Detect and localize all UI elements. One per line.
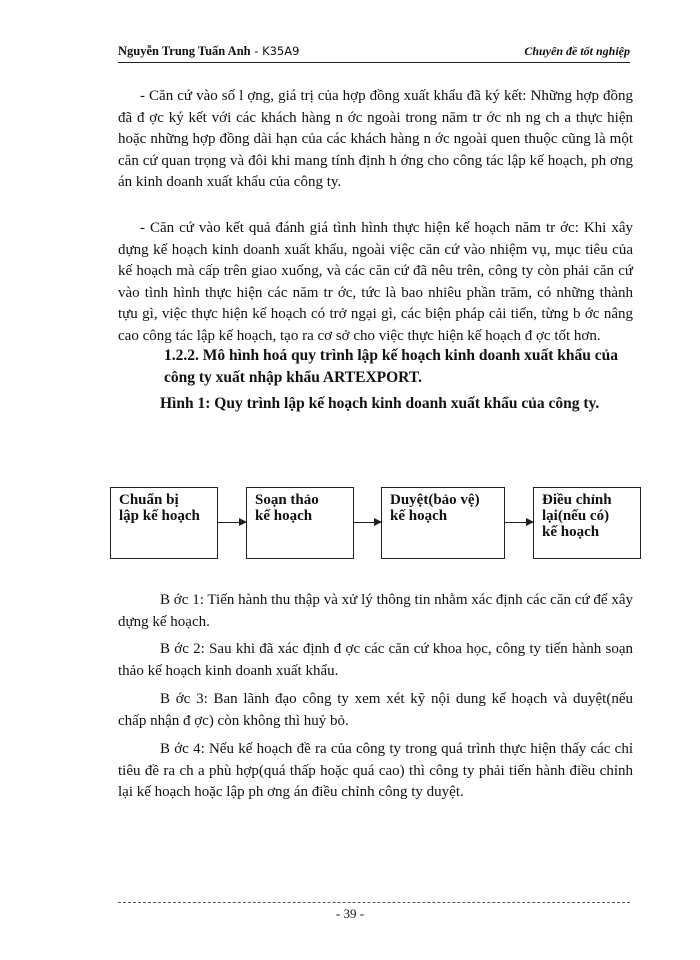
flow-step-approve — [381, 487, 505, 559]
arrow-right-icon — [505, 522, 533, 523]
flow-step-line: lập kế hoạch — [119, 508, 200, 524]
footer-divider — [118, 902, 630, 903]
paragraph-contract-basis: - Căn cứ vào số l ợng, giá trị của hợp đồng xuất khẩu đã ký kết: Những hợp đồng đã đ ợc ký kết với các khách hàng n ớc ngoài trong năm tr ớc nh ng ch a thực hiện hoặc những hợp đồng dài hạn của các khách hàng n ớc ngoài quen thuộc cũng là một căn cứ quan trọng và đôi khi mang tính định h ớng cho công tác lập kế hoạch, ph ơng án kinh doanh xuất khẩu của công ty. — [118, 88, 633, 190]
flow-step-line: kế hoạch — [390, 508, 448, 524]
paragraph-prior-results: - Căn cứ vào kết quả đánh giá tình hình thực hiện kế hoạch năm tr ớc: Khi xây dựng kế hoạch kinh doanh xuất khẩu, ngoài việc căn cứ vào nhiệm vụ, mục tiêu của kế hoạch mà cấp trên giao xuống, và các căn cứ đã nêu trên, công ty còn phải căn cứ vào tình hình thực hiện các năm tr ớc, tức là bao nhiêu phần trăm, có những thành tựu gì, việc thực hiện kế hoạch có trở ngại gì, các biện pháp cải tiến, từng b ớc nâng cao công tác lập kế hoạch, tạo ra cơ sở cho việc thực hiện kế hoạch đ ợc tốt hơn. — [118, 220, 633, 344]
header-class: - K35A9 — [250, 44, 300, 58]
step-2-text: B ớc 2: Sau khi đã xác định đ ợc các căn cứ khoa học, công ty tiến hành soạn thảo kế hoạch kinh doanh xuất khẩu. — [118, 641, 633, 679]
header-doc-type: Chuyên đề tốt nghiệp — [524, 44, 630, 58]
header-author: Nguyễn Trung Tuấn Anh — [118, 44, 251, 58]
flow-step-line: Duyệt(bảo vệ) — [390, 492, 480, 508]
flow-step-line: kế hoạch — [255, 508, 313, 524]
flow-step-draft — [246, 487, 354, 559]
header-author-block — [118, 44, 299, 59]
step-4-text: B ớc 4: Nếu kế hoạch đề ra của công ty trong quá trình thực hiện thấy các chỉ tiêu đề ra ch a phù hợp(quá thấp hoặc quá cao) thì công ty phải tiến hành điều chỉnh lại kế hoạch hoặc lập ph ơng án điều chỉnh công ty duyệt. — [118, 741, 633, 800]
step-3-text: B ớc 3: Ban lãnh đạo công ty xem xét kỹ nội dung kế hoạch và duyệt(nếu chấp nhận đ ợc) còn không thì huỷ bỏ. — [118, 691, 633, 729]
arrow-right-icon — [354, 522, 381, 523]
flow-step-line: Chuẩn bị — [119, 492, 179, 508]
flow-step-line: Điều chỉnh — [542, 492, 612, 508]
flow-step-line: lại(nếu có) — [542, 508, 610, 524]
arrow-right-icon — [218, 522, 246, 523]
step-1-text: B ớc 1: Tiến hành thu thập và xử lý thông tin nhằm xác định các căn cứ để xây dựng kế hoạch. — [118, 592, 633, 630]
section-heading: 1.2.2. Mô hình hoá quy trình lập kế hoạch kinh doanh xuất khẩu của công ty xuất nhập khẩu ARTEXPORT. — [164, 347, 618, 386]
flow-step-adjust — [533, 487, 641, 559]
page-header — [118, 40, 630, 63]
flow-step-line: kế hoạch — [542, 524, 600, 540]
page-number: - 39 - — [335, 906, 365, 921]
figure-caption: Hình 1: Quy trình lập kế hoạch kinh doanh xuất khẩu của công ty. — [160, 395, 600, 412]
flow-step-line: Soạn thảo — [255, 492, 319, 508]
flow-step-prepare — [110, 487, 218, 559]
